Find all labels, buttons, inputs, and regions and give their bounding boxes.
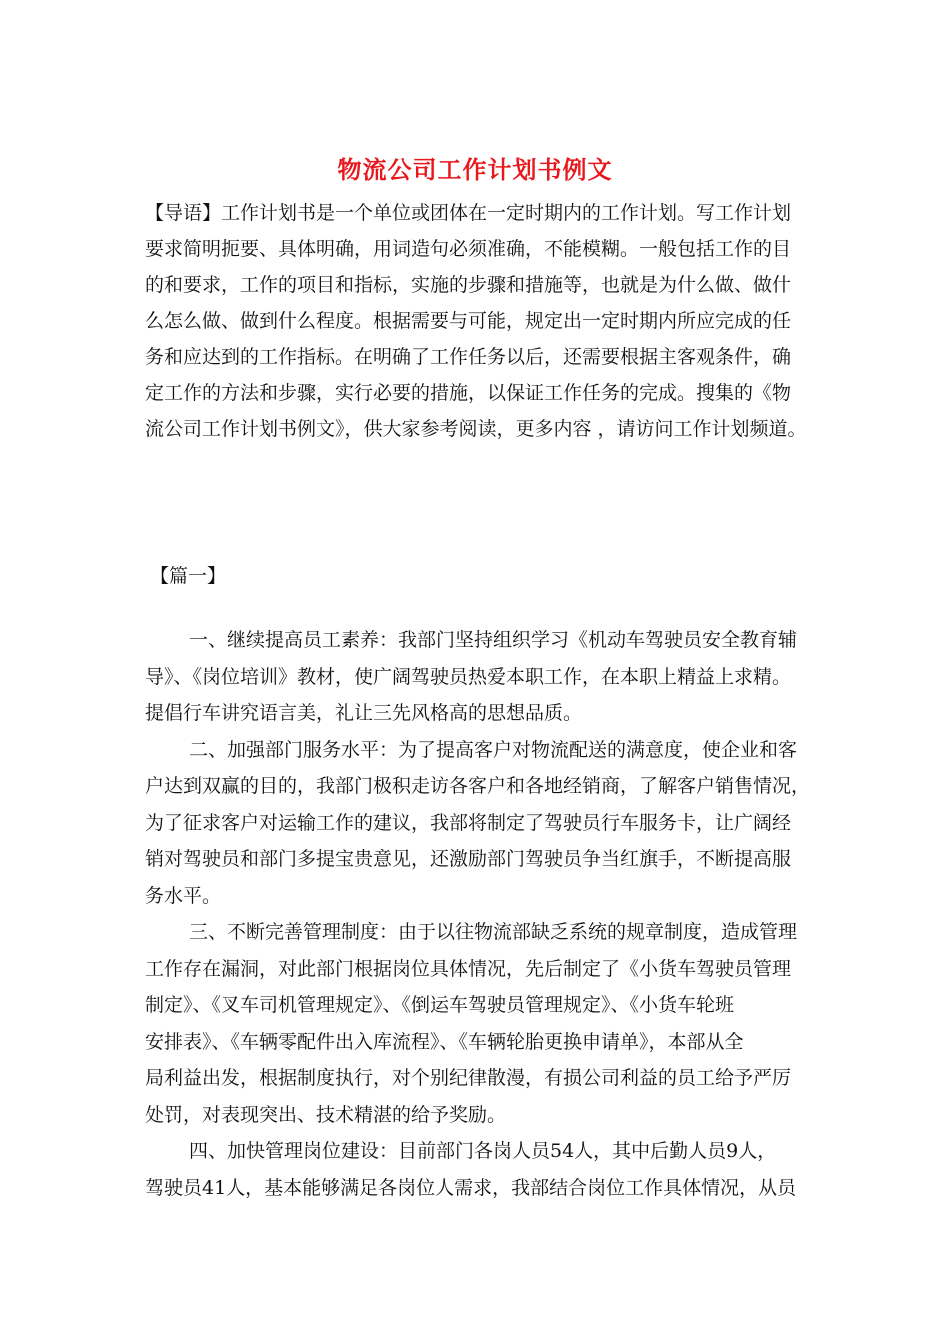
body-line: 制定》、《叉车司机管理规定》、《倒运车驾驶员管理规定》、《小货车轮班 (145, 994, 735, 1016)
body-line: 务水平。 (145, 884, 222, 907)
body-line: 导》、《岗位培训》教材，使广阔驾驶员热爱本职工作，在本职上精益上求精。 (145, 665, 792, 688)
document-title: 物流公司工作计划书例文 (337, 155, 613, 184)
body-line: 四、加快管理岗位建设：目前部门各岗人员54人，其中后勤人员9人， (189, 1140, 777, 1162)
intro-line: 么怎么做、做到什么程度。根据需要与可能，规定出一定时期内所应完成的任 (145, 310, 792, 332)
body-line: 二、加强部门服务水平：为了提高客户对物流配送的满意度，使企业和客 (189, 738, 798, 761)
body-line: 驾驶员41人，基本能够满足各岗位人需求，我部结合岗位工作具体情况，从员 (145, 1176, 797, 1199)
intro-line: 的和要求，工作的项目和指标，实施的步骤和措施等，也就是为什么做、做什 (145, 274, 792, 296)
intro-line: 要求简明扼要、具体明确，用词造句必须准确，不能模糊。一般包括工作的目 (145, 238, 792, 260)
intro-line: 务和应达到的工作指标。在明确了工作任务以后，还需要根据主客观条件，确 (145, 346, 792, 368)
body-line: 局利益出发，根据制度执行，对个别纪律散漫，有损公司利益的员工给予严厉 (145, 1067, 792, 1089)
body-line: 一、继续提高员工素养：我部门坚持组织学习《机动车驾驶员安全教育辅 (189, 629, 798, 651)
body-line: 户达到双赢的目的，我部门极积走访各客户和各地经销商，了解客户销售情况， (145, 775, 811, 797)
body-paragraphs (145, 622, 825, 1206)
body-line: 提倡行车讲究语言美，礼让三先风格高的思想品质。 (145, 702, 583, 724)
body-line: 工作存在漏洞，对此部门根据岗位具体情况，先后制定了《小货车驾驶员管理 (145, 957, 792, 980)
body-line: 为了征求客户对运输工作的建议，我部将制定了驾驶员行车服务卡，让广阔经 (145, 811, 792, 834)
section-heading: 【篇一】 (150, 565, 227, 587)
intro-line: 流公司工作计划书例文》，供大家参考阅读，更多内容 ，请访问工作计划频道。 (145, 418, 807, 440)
body-line: 处罚，对表现突出、技术精湛的给予奖励。 (145, 1103, 507, 1126)
body-line: 销对驾驶员和部门多提宝贵意见，还激励部门驾驶员争当红旗手，不断提高服 (145, 848, 792, 870)
intro-line: 【导语】工作计划书是一个单位或团体在一定时期内的工作计划。写工作计划 (145, 202, 792, 224)
body-line: 安排表》、《车辆零配件出入库流程》、《车辆轮胎更换申请单》，本部从全 (145, 1030, 744, 1053)
intro-line: 定工作的方法和步骤，实行必要的措施，以保证工作任务的完成。搜集的《物 (145, 382, 792, 404)
intro-paragraph (145, 195, 825, 447)
body-line: 三、不断完善管理制度：由于以往物流部缺乏系统的规章制度，造成管理 (189, 921, 798, 943)
